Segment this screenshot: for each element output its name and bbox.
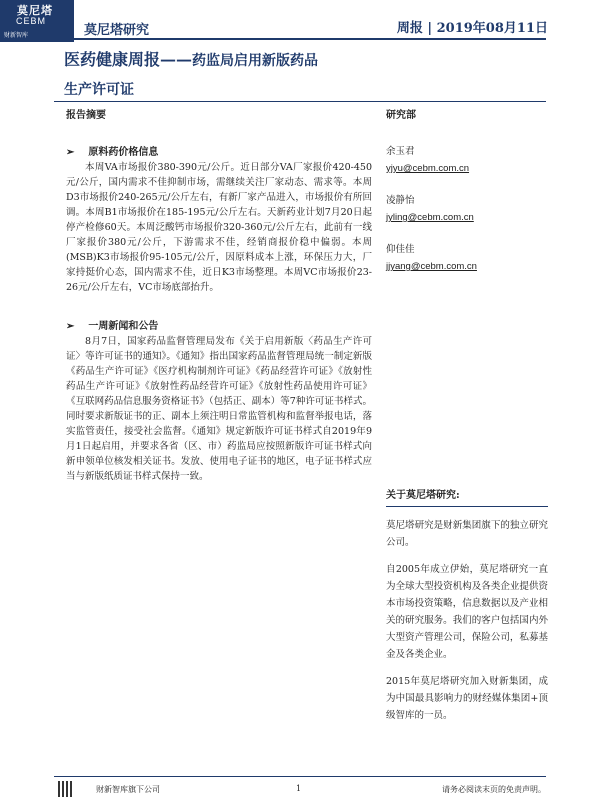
title-divider: [54, 101, 546, 102]
report-type-date: 周报 | 2019年08月11日: [396, 21, 548, 36]
summary-column: [66, 106, 372, 484]
section-title: 一周新闻和公告: [88, 321, 159, 332]
analyst-name: 余玉君: [386, 146, 415, 157]
footer-disclaimer: 请务必阅读末页的免责声明。: [442, 785, 546, 794]
footer-company: 财新智库旗下公司: [96, 785, 160, 794]
logo: [0, 0, 74, 42]
footer-divider: [54, 776, 546, 777]
title-main: 医药健康周报——: [64, 50, 193, 69]
brand-name: 莫尼塔研究: [84, 23, 150, 38]
about-paragraph: 2015年莫尼塔研究加入财新集团，成为中国最具影响力的财经媒体集团+顶级智库的一员。: [386, 676, 548, 721]
about-heading: 关于莫尼塔研究:: [386, 486, 548, 507]
analyst-column: [386, 106, 548, 290]
summary-heading: 报告摘要: [66, 110, 106, 121]
analyst-email[interactable]: yjyu@cebm.com.cn: [386, 163, 470, 174]
arrow-icon: ➢: [66, 321, 75, 332]
section-title: 原料药价格信息: [88, 147, 159, 158]
analyst-heading: 研究部: [386, 110, 416, 121]
title-sub: 药监局启用新版药品: [192, 53, 319, 69]
section-heading: [66, 317, 372, 332]
analyst-name: 凌静怡: [386, 195, 415, 206]
analyst-email[interactable]: jyling@cebm.com.cn: [386, 212, 474, 223]
analyst-email[interactable]: jjyang@cebm.com.cn: [386, 261, 477, 272]
qr-code-icon: [58, 781, 74, 797]
section-paragraph: 本周VA市场报价380-390元/公斤。近日部分VA厂家报价420-450元/公斤，国内需求不佳抑制市场，需继续关注厂家动态、需求等。本周D3市场报价240-265元/公斤左右，有新厂家产品进入，市场报价有所回调。本周B1市场报价在185-195元/公斤左右。天新药业计划7月20日起停产检修60天。本周泛酸钙市场报价320-360元/公斤左右，此前有一线厂家报价380元/公斤，下游需求不佳，经销商报价稳中偏弱。本周(MSB)K3市场报价95-105元/公斤，因原料成本上涨，环保压力大，厂家持挺价心态，国内需求不佳，近日K3市场整理。本周VC市场报价23-26元/公斤左右，VC市场底部抬升。: [66, 162, 372, 293]
about-paragraph: 自2005年成立伊始，莫尼塔研究一直为全球大型投资机构及各类企业提供资本市场投资策略，信息数据以及产业相关的研究服务。我们的客户包括国内外大型资产管理公司，保险公司，私募基金及各类企业。: [386, 564, 548, 660]
logo-en: CEBM: [16, 16, 47, 26]
about-box: [386, 486, 548, 734]
about-paragraph: 莫尼塔研究是财新集团旗下的独立研究公司。: [386, 520, 548, 548]
section-paragraph: 8月7日，国家药品监督管理局发布《关于启用新版〈药品生产许可证〉等许可证书的通知》。《通知》指出国家药品监督管理局统一制定新版《药品生产许可证》《医疗机构制剂许可证》《药品经营许可证》《放射性药品生产许可证》《放射性药品经营许可证》《放射性药品使用许可证》《互联网药品信息服务资格证书》（包括正、副本）等7种许可证书样式。同时要求新版证书的正、副本上须注明日常监管机构和监督举报电话，落实监管责任，接受社会监督。《通知》规定新版许可证书样式自2019年9月1日起启用，并要求各省（区、市）药监局应按照新版许可证书样式向新申领单位核发相关证书。发放、使用电子证书的地区，电子证书样式应当与新版纸质证书样式保持一致。: [66, 336, 372, 482]
page-number: 1: [296, 784, 302, 793]
report-title: [64, 47, 318, 70]
header-divider: [54, 38, 546, 40]
logo-sub: 财新智库: [4, 32, 29, 39]
logo-cn: 莫尼塔: [17, 4, 53, 17]
section-heading: [66, 143, 372, 158]
report-title-line2: 生产许可证: [64, 82, 134, 98]
arrow-icon: ➢: [66, 147, 75, 158]
analyst-name: 仰佳佳: [386, 244, 415, 255]
